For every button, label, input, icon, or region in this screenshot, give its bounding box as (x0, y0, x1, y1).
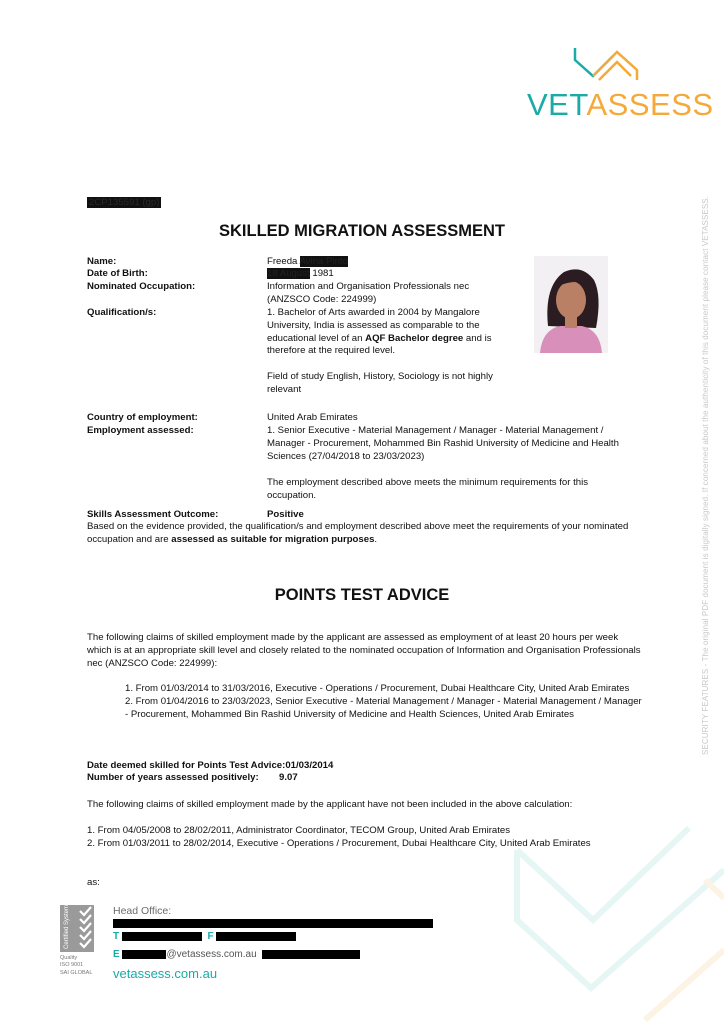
summary-end: . (374, 533, 378, 545)
outcome-label: Skills Assessment Outcome: (87, 509, 219, 520)
checkmark-logo-icon (525, 42, 687, 88)
occupation-name: Information and Organisation Professionals nec (267, 281, 470, 292)
years-label: Number of years assessed positively: (87, 772, 259, 783)
logo-vet: VET (527, 87, 587, 122)
field-of-study: Field of study English, History, Sociology is not highly relevant (267, 371, 493, 395)
redaction-bar (113, 919, 433, 928)
iso-certification-badge (60, 905, 96, 980)
security-notice: SECURITY FEATURES - The original PDF document is digitally signed. If concerned about the authenticity of this document please contact VETASSESS. (701, 195, 710, 755)
phone-label: T (113, 931, 120, 942)
email-domain[interactable]: @vetassess.com.au (166, 949, 257, 960)
country-label: Country of employment: (87, 412, 198, 423)
assessment-summary (87, 521, 647, 547)
qualification-text-end: and is therefore at the required level. (267, 332, 492, 357)
country-value: United Arab Emirates (267, 412, 358, 423)
date-skilled-value: 01/03/2014 (285, 760, 334, 771)
portrait-image-icon (534, 256, 608, 353)
excluded-intro: The following claims of skilled employment made by the applicant have not been included in the above calculation: (87, 799, 573, 810)
occupation-label: Nominated Occupation: (87, 281, 196, 292)
logo-wordmark (527, 88, 714, 122)
employment-label: Employment assessed: (87, 425, 194, 436)
fax-label: F (207, 931, 214, 942)
surname-redacted: Avina Pinto (299, 256, 348, 267)
iso-box (60, 905, 94, 952)
dob-redacted: 18 August (267, 268, 310, 279)
qualification-value (267, 307, 522, 358)
address-redacted (113, 918, 433, 930)
first-name: Freeda (267, 256, 298, 267)
watermark-chevron-icon (505, 810, 724, 1024)
points-intro: The following claims of skilled employment made by the applicant are assessed as employment of at least 20 hours per week which is at an appropriate skill level and closely related to the nominated occupation of Information and Organisation Professionals nec (ANZSCO Code: 224999): (87, 632, 641, 669)
email-label: E (113, 949, 120, 960)
included-list (125, 683, 645, 721)
head-office-label: Head Office: (113, 905, 172, 917)
date-label-text: Date deemed skilled for Points Test Advice: (87, 760, 286, 771)
page-title: SKILLED MIGRATION ASSESSMENT (218, 222, 505, 240)
summary-bold: assessed as suitable for migration purposes (171, 533, 375, 545)
years-value: 9.07 (279, 772, 298, 783)
aqf-level: AQF Bachelor degree (365, 332, 464, 344)
birth-year: 1981 (312, 268, 334, 279)
email-user-redacted (122, 950, 166, 959)
phone-redacted (122, 932, 202, 941)
points-title: POINTS TEST ADVICE (274, 586, 450, 604)
date-skilled-label (87, 760, 333, 773)
website-link[interactable]: vetassess.com.au (113, 966, 218, 981)
phone-fax-row (113, 931, 296, 943)
iso-standard: ISO 9001 (60, 962, 84, 968)
qualification-label: Qualification/s: (87, 307, 157, 318)
iso-side-text: Certified System (64, 904, 70, 949)
anzsco-code: (ANZSCO Code: 224999) (267, 293, 377, 305)
reference-number-redacted: 2CP135591 (gp) (89, 197, 160, 208)
included-item: 1. From 01/03/2014 to 31/03/2016, Executive - Operations / Procurement, Dubai Healthcare City, United Arab Emirates (125, 683, 630, 694)
outcome-value: Positive (267, 509, 304, 520)
check-marks-icon (60, 905, 94, 952)
iso-org: SAI GLOBAL (60, 970, 93, 976)
fax-redacted (216, 932, 296, 941)
included-item: 2. From 01/04/2016 to 23/03/2023, Senior Executive - Material Management / Manager - Material Management / Manager - Procurement, Mohammed Bin Rashid University of Medicine and Health Sciences, United Arab Emirates (125, 695, 642, 720)
qualification-text: 1. Bachelor of Arts awarded in 2004 by Mangalore University, India is assessed as comparable to the educational level of an (267, 307, 480, 344)
dob-label: Date of Birth: (87, 268, 148, 279)
trailing-text: as: (87, 877, 100, 888)
logo-assess: ASSESS (586, 87, 714, 122)
redaction-bar (262, 950, 360, 959)
iso-quality: Quality (60, 955, 78, 961)
applicant-photo (534, 256, 608, 353)
summary-text: Based on the evidence provided, the qualification/s and employment described above meet the requirements of your nominated occupation and are (87, 521, 629, 545)
employment-note: The employment described above meets the minimum requirements for this occupation. (267, 477, 588, 501)
name-label: Name: (87, 256, 117, 267)
occupation-value (267, 281, 527, 307)
excluded-item: 1. From 04/05/2008 to 28/02/2011, Administrator Coordinator, TECOM Group, United Arab Emirates (87, 825, 511, 836)
email-row (113, 949, 360, 961)
employment-value: 1. Senior Executive - Material Management / Manager - Material Management / Manager - Procurement, Mohammed Bin Rashid University of Medicine and Health Sciences (27/04/2018 to 23/03/2023) (267, 425, 619, 462)
excluded-item: 2. From 01/03/2011 to 28/02/2014, Executive - Operations / Procurement, Dubai Healthcare City, United Arab Emirates (87, 837, 591, 849)
vetassess-logo (525, 42, 714, 124)
